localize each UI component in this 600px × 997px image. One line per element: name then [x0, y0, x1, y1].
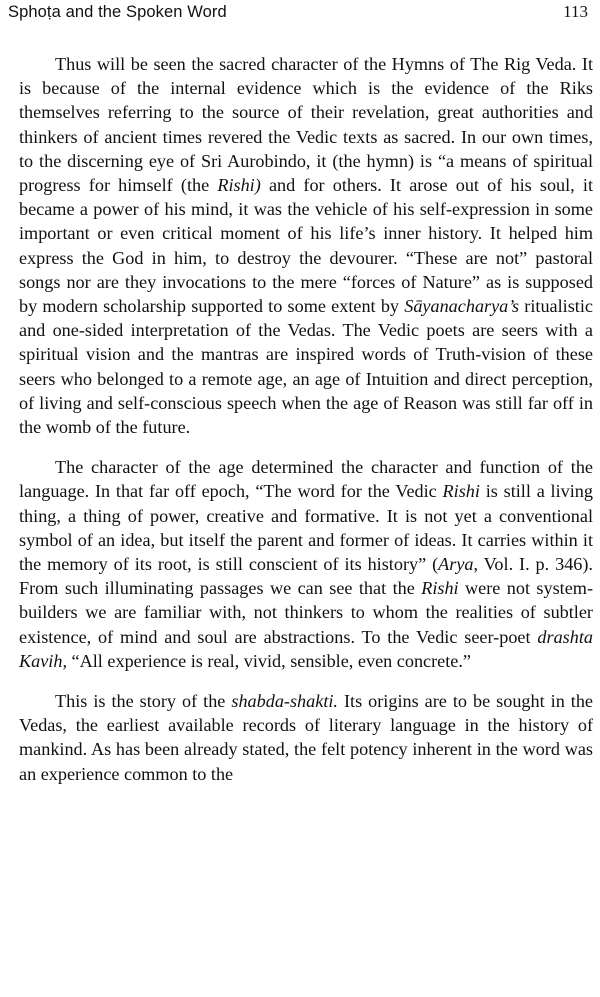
italic-term: Rishi — [421, 578, 459, 599]
body-text — [19, 52, 593, 802]
italic-term: shabda-shakti. — [231, 691, 338, 712]
paragraph — [19, 455, 593, 673]
text-run: , Vol. I. p. 346). From such illuminating passages we can see that the — [19, 554, 593, 599]
italic-term: Arya — [438, 554, 474, 575]
text-run: and for others. It arose out of his soul, it became a power of his mind, it was the vehicle of his self-expression in some important or even critical moment of his life’s inner history. It helped him express the God in him, to destroy the devourer. “These are not” pastoral songs nor are they invocations to the mere “forces of Nature” as is supposed by modern scholarship supported to some extent by — [19, 175, 594, 317]
italic-term: Sāyanacharya’s — [404, 296, 520, 317]
paragraph — [19, 52, 593, 439]
text-run: This is the story of the — [55, 691, 232, 712]
text-run: Its origins are to be sought in the Vedas, the earliest available records of literary language in the history of mankind. As has been already stated, the felt potency inherent in the word was an experience common to the — [19, 691, 593, 784]
paragraph — [19, 689, 593, 786]
text-run: ritualistic and one-sided interpretation of the Vedas. The Vedic poets are seers with a spiritual vision and the mantras are inspired words of Truth-vision of these seers who belonged to a remote age, an age of Intuition and direct perception, of living and self-conscious speech when the age of Reason was still far off in the womb of the future. — [19, 296, 593, 438]
text-run: is still a living thing, a thing of power, creative and formative. It is not yet a conventional symbol of an idea, but itself the parent and former of ideas. It carries within it the memory of its root, is still conscient of its history” ( — [19, 481, 593, 575]
text-run: Thus will be seen the sacred character of the Hymns of The Rig Veda. It is because of the internal evidence which is the evidence of the Riks themselves referring to the source of their revelation, great authorities and thinkers of ancient times revered the Vedic texts as sacred. In our own times, to the discerning eye of Sri Aurobindo, it (the hymn) is “a means of spiritual progress for himself (the — [19, 54, 593, 196]
running-head: Sphoṭa and the Spoken Word — [8, 3, 227, 21]
italic-term: drashta Kavih, — [19, 626, 593, 671]
italic-term: Rishi) — [217, 175, 261, 196]
italic-term: Rishi — [442, 481, 480, 502]
page-number: 113 — [563, 2, 588, 21]
text-run: “All experience is real, vivid, sensible, even concrete.” — [67, 650, 471, 671]
text-run: were not system-builders we are familiar with, not thinkers to whom the realities of subtler existence, of mind and soul are abstractions. To the Vedic seer-poet — [19, 578, 593, 647]
text-run: The character of the age determined the character and function of the language. In that far off epoch, “The word for the Vedic — [19, 457, 593, 502]
